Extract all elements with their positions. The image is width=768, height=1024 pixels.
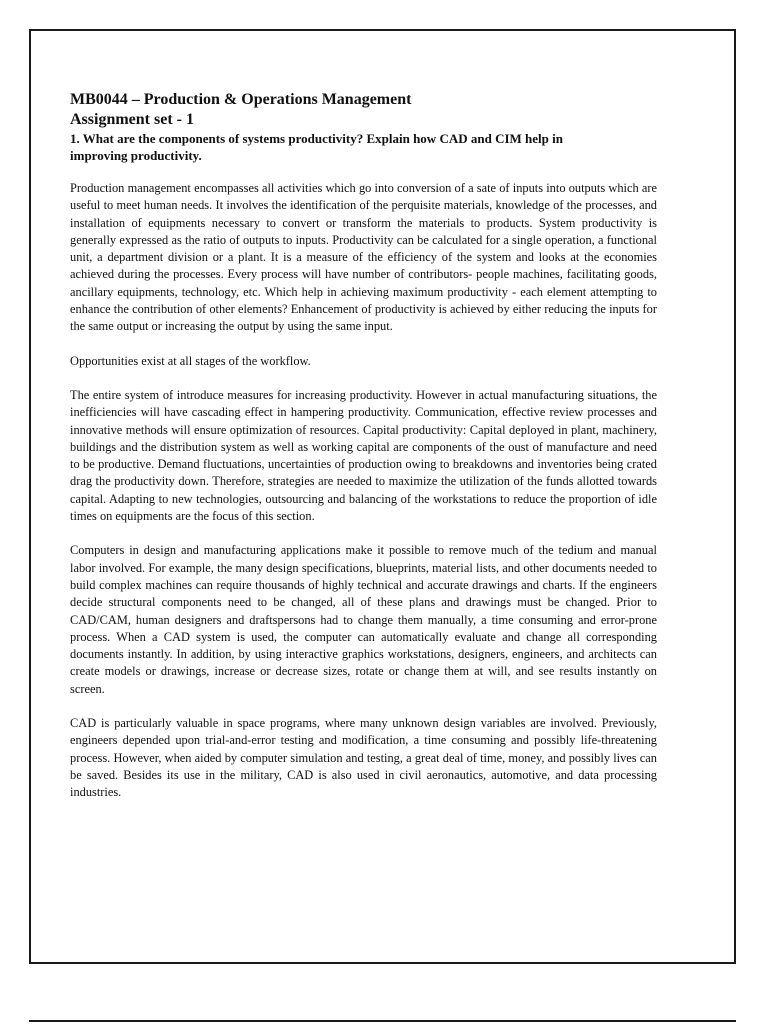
document-title: MB0044 – Production & Operations Management	[70, 91, 412, 108]
next-page-top-border	[29, 1020, 736, 1022]
paragraph-cad-space: CAD is particularly valuable in space programs, where many unknown design variables are involved. Previously, engineers depended upon trial-and-error testing and modification, a time consuming and possibly life-threatening process. However, when aided by computer simulation and testing, a great deal of time, money, and possibly lives can be saved. Besides its use in the military, CAD is also used in civil aeronautics, automotive, and data processing industries.	[70, 716, 657, 800]
paragraph-opportunities: Opportunities exist at all stages of the workflow.	[70, 353, 311, 368]
question-heading: 1. What are the components of systems productivity? Explain how CAD and CIM help in improving productivity.	[70, 131, 563, 163]
paragraph-computers-design: Computers in design and manufacturing applications make it possible to remove much of the tedium and manual labor involved. For example, the many design specifications, blueprints, material lists, and other documents needed to build complex machines can require thousands of highly technical and accurate drawings and charts. If the engineers decide structural components need to be changed, all of these plans and drawings must be changed. Prior to CAD/CAM, human designers and draftspersons had to change them manually, a time consuming and error-prone process. When a CAD system is used, the computer can automatically evaluate and change all corresponding documents instantly. In addition, by using interactive graphics workstations, designers, engineers, and architects can create models or drawings, increase or decrease sizes, rotate or change them at will, and see results instantly on screen.	[70, 543, 657, 696]
paragraph-production-management: Production management encompasses all activities which go into conversion of a sate of inputs into outputs which are useful to meet human needs. It involves the identification of the perquisite materials, knowledge of the processes, and installation of equipments necessary to convert or transform the materials to products. System productivity is generally expressed as the ratio of outputs to inputs. Productivity can be calculated for a single operation, a functional unit, a department division or a plant. It is a measure of the efficiency of the system and looks at the economies achieved during the processes. Every process will have number of contributors- people machines, facilitating goods, ancillary equipments, technology, etc. Which help in achieving maximum productivity - each element attempting to enhance the contribution of other elements? Enhancement of productivity is achieved by either reducing the inputs for the same output or increasing the output by using the same input.	[70, 181, 657, 334]
assignment-set-heading: Assignment set - 1	[70, 111, 194, 128]
paragraph-entire-system: The entire system of introduce measures for increasing productivity. However in actual manufacturing situations, the inefficiencies will have cascading effect in hampering productivity. Communication, effective review processes and innovative methods will ensure optimization of resources. Capital productivity: Capital deployed in plant, machinery, buildings and the distribution system as well as working capital are components of the oust of manufacture and need to be productive. Demand fluctuations, uncertainties of production owing to breakdowns and inventories being crated drag the productivity down. Therefore, strategies are needed to maximize the utilization of the funds allotted towards capital. Adapting to new technologies, outsourcing and balancing of the workstations to reduce the proportion of idle times on equipments are the focus of this section.	[70, 387, 657, 524]
document-body	[70, 90, 657, 819]
